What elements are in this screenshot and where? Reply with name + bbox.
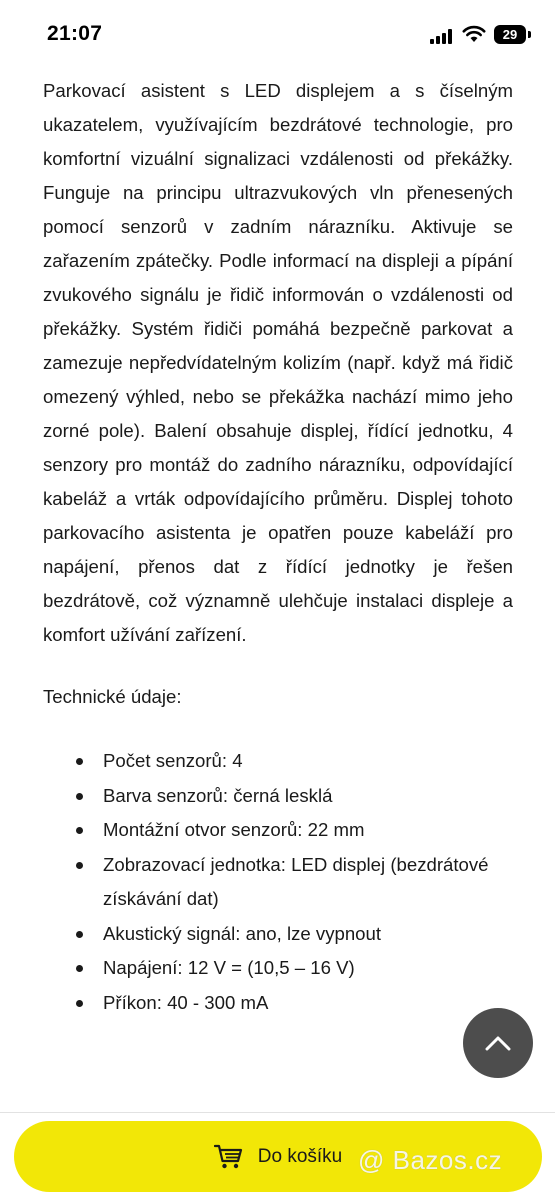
description-text: Parkovací asistent s LED displejem a s číselným ukazatelem, využívajícím bezdrátové technologie, pro komfortní vizuální signalizaci vzdálenosti od překážky. Funguje na principu ultrazvukových vln přenesených pomocí senzorů v zadním nárazníku. Aktivuje se zařazením zpátečky. Podle informací na displeji a pípání zvukového signálu je řidič informován o vzdálenosti od překážky. Systém řidiči pomáhá bezpečně parkovat a zamezuje nepředvídatelným kolizím (např. když má řidič omezený výhled, nebo se překážka nachází mimo jeho zorné pole). Balení obsahuje displej, řídící jednotku, 4 senzory pro montáž do zadního nárazníku, odpovídající kabeláž a vrták odpovídajícího průměru. Displej tohoto parkovacího asistenta je opatřen pouze kabeláží pro napájení, přenos dat z řídící jednotky je řešen bezdrátově, což významně ulehčuje instalaci displeje a komfort užívání zařízení. (43, 80, 513, 645)
cellular-signal-icon (430, 28, 456, 44)
battery-icon: 29 (494, 25, 526, 44)
chevron-up-icon (485, 1035, 511, 1051)
add-to-cart-label: Do košíku (257, 1145, 343, 1167)
spec-list (43, 744, 513, 1020)
spec-title: Technické údaje: (43, 686, 182, 707)
spec-item: Montážní otvor senzorů: 22 mm (43, 813, 513, 848)
bazos-watermark: @ Bazos.cz (358, 1145, 503, 1175)
status-time: 21:07 (47, 22, 103, 45)
spec-item: Zobrazovací jednotka: LED displej (bezdrátové získávání dat) (43, 848, 513, 917)
spec-item: Napájení: 12 V = (10,5 – 16 V) (43, 951, 513, 986)
product-description (43, 74, 513, 1020)
battery-cap (528, 31, 531, 38)
spec-item: Příkon: 40 - 300 mA (43, 986, 513, 1021)
spec-item: Akustický signál: ano, lze vypnout (43, 917, 513, 952)
spec-item: Počet senzorů: 4 (43, 744, 513, 779)
scroll-to-top-button[interactable] (463, 1008, 533, 1078)
status-bar (0, 0, 555, 70)
wifi-icon (462, 25, 486, 43)
cart-icon (214, 1144, 244, 1170)
spec-item: Barva senzorů: černá lesklá (43, 779, 513, 814)
